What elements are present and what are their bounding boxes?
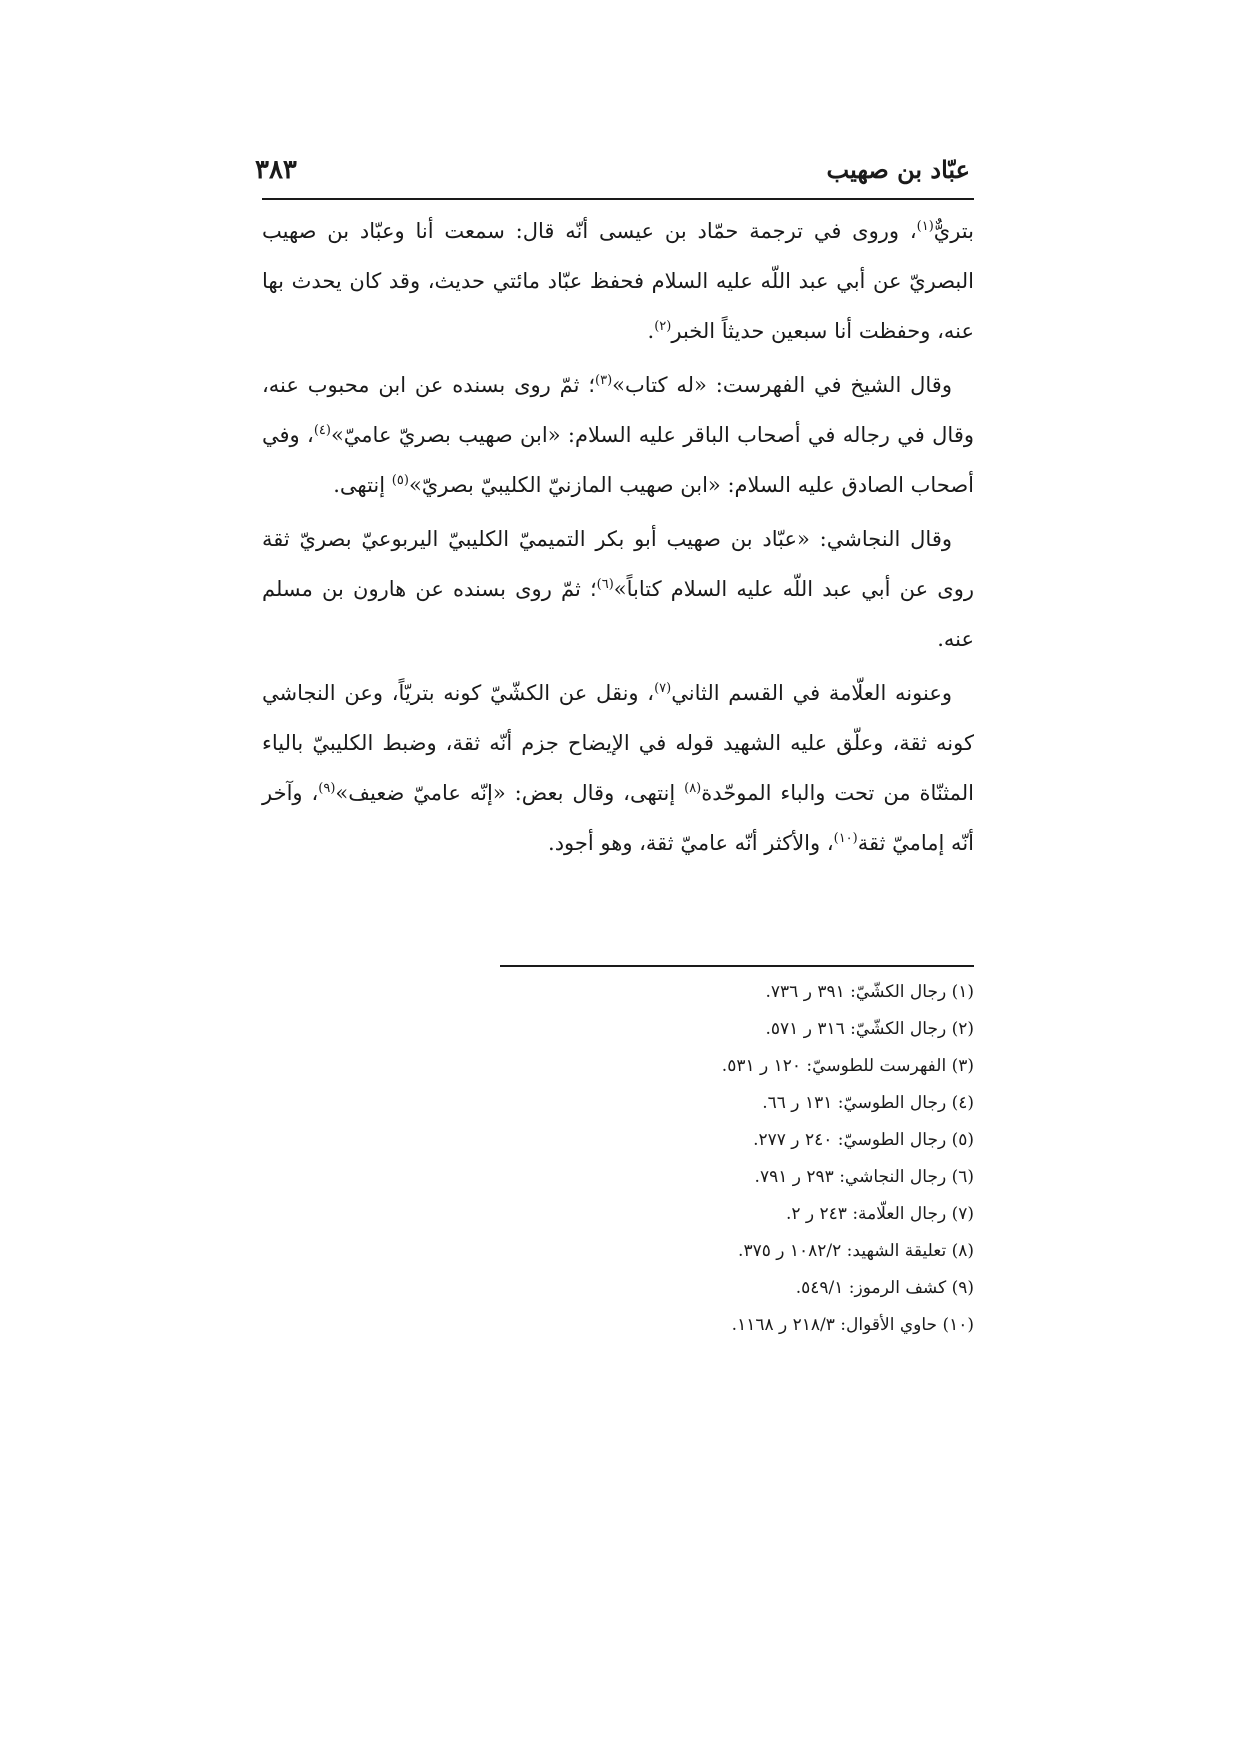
footnote-marker: (٢) xyxy=(654,319,672,334)
text-run: ، ونقل عن الكشّيّ كونه بتريّاً، وعن النجاشي كونه ثقة، وعلّق عليه الشهيد قوله في الإيضاح جزم أنّه ثقة، وضبط الكليبيّ بالياء المثنّاة من تحت والباء الموحّدة xyxy=(262,681,974,805)
body-text xyxy=(262,206,974,872)
footnote: (٧) رجال العلّامة: ٢٤٣ ر ٢. xyxy=(785,1204,974,1224)
footnote-marker: (٥) xyxy=(391,473,409,488)
footnote-marker: (١) xyxy=(916,219,934,234)
footnote-marker: (١٠) xyxy=(833,831,858,846)
footnote: (٤) رجال الطوسيّ: ١٣١ ر ٦٦. xyxy=(762,1093,974,1113)
footnote-marker: (٧) xyxy=(654,681,672,696)
text-run: إنتهى. xyxy=(333,473,392,497)
text-run: ، والأكثر أنّه عاميّ ثقة، وهو أجود. xyxy=(548,831,834,855)
text-run: وعنونه العلّامة في القسم الثاني xyxy=(671,681,952,705)
paragraph xyxy=(262,514,974,664)
paragraph xyxy=(262,360,974,510)
page-number: ٣٨٣ xyxy=(255,155,297,185)
text-run: ؛ ثمّ روى بسنده عن ابن محبوب عنه، وقال في رجاله في أصحاب الباقر عليه السلام: «ابن صهيب بصريّ عاميّ» xyxy=(262,373,974,447)
footnote: (٥) رجال الطوسيّ: ٢٤٠ ر ٢٧٧. xyxy=(753,1130,974,1150)
footnote: (١٠) حاوي الأقوال: ٢١٨/٣ ر ١١٦٨. xyxy=(731,1315,974,1335)
footnote: (٢) رجال الكشّيّ: ٣١٦ ر ٥٧١. xyxy=(765,1019,974,1039)
footnote: (٣) الفهرست للطوسيّ: ١٢٠ ر ٥٣١. xyxy=(721,1056,974,1076)
footnote: (٨) تعليقة الشهيد: ١٠٨٢/٢ ر ٣٧٥. xyxy=(738,1241,974,1261)
footnote-marker: (٨) xyxy=(684,781,702,796)
text-run: . xyxy=(647,319,655,343)
paragraph xyxy=(262,206,974,356)
footnote-marker: (٣) xyxy=(595,373,613,388)
footnote: (٦) رجال النجاشي: ٢٩٣ ر ٧٩١. xyxy=(754,1167,974,1187)
footnotes xyxy=(374,974,974,1344)
text-run: وقال النجاشي: «عبّاد بن صهيب أبو بكر التميميّ الكليبيّ اليربوعيّ بصريّ ثقة روى عن أبي عبد اللّه عليه السلام كتاباً» xyxy=(262,527,974,601)
footnote: (١) رجال الكشّيّ: ٣٩١ ر ٧٣٦. xyxy=(765,982,974,1002)
footnote-rule xyxy=(500,965,974,967)
text-run: إنتهى، وقال بعض: «إنّه عاميّ ضعيف» xyxy=(335,781,685,805)
text-run: ، وروى في ترجمة حمّاد بن عيسى أنّه قال: سمعت أنا وعبّاد بن صهيب البصريّ عن أبي عبد اللّه عليه السلام فحفظ عبّاد مائتي حديث، وقد كان يحدث بها عنه، وحفظت أنا سبعين حديثاً الخبر xyxy=(262,219,974,343)
running-title: عبّاد بن صهيب xyxy=(826,155,970,184)
header-rule xyxy=(262,198,974,200)
text-run: وقال الشيخ في الفهرست: «له كتاب» xyxy=(612,373,952,397)
text-run: ، وآخر أنّه إماميّ ثقة xyxy=(262,781,974,855)
text-run: ؛ ثمّ روى بسنده عن هارون بن مسلم عنه. xyxy=(262,577,974,651)
paragraph xyxy=(262,668,974,868)
footnote-marker: (٦) xyxy=(596,577,614,592)
text-run: ، وفي أصحاب الصادق عليه السلام: «ابن صهيب المازنيّ الكليبيّ بصريّ» xyxy=(262,423,974,497)
footnote: (٩) كشف الرموز: ٥٤٩/١. xyxy=(795,1278,974,1298)
footnote-marker: (٩) xyxy=(318,781,336,796)
text-run: بتريٌّ xyxy=(933,219,974,243)
footnote-marker: (٤) xyxy=(313,423,331,438)
